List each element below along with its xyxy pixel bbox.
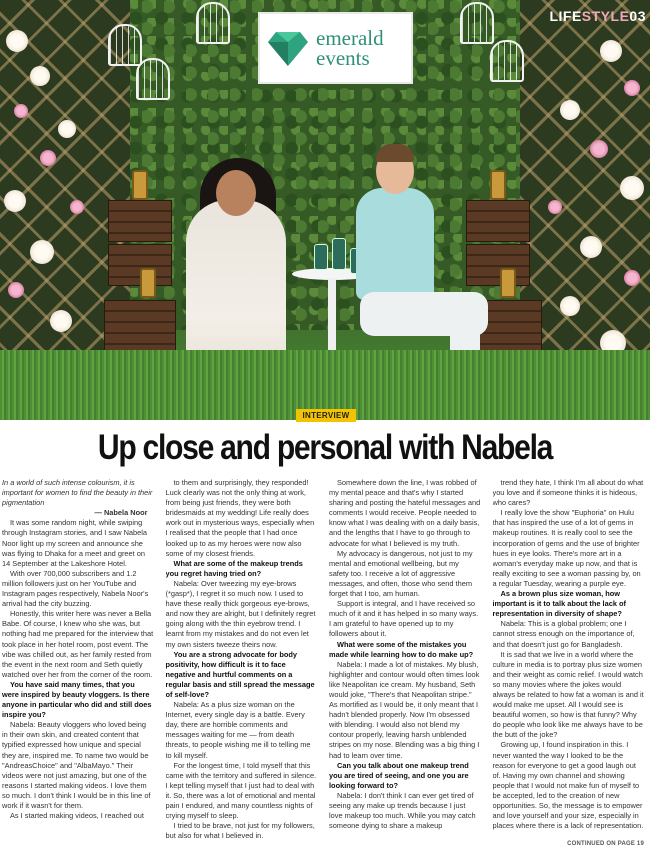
birdcage bbox=[108, 24, 142, 66]
white-flower bbox=[560, 100, 580, 120]
intro-quote: In a world of such intense colourism, it is important for women to find the beauty in their pigmentation bbox=[2, 478, 153, 508]
sign-line1: emerald bbox=[316, 26, 384, 50]
interview-question: What were some of the mistakes you made while learning how to do make up? bbox=[329, 639, 474, 659]
lantern bbox=[490, 170, 506, 200]
interview-question: What are some of the makeup trends you regret having tried on? bbox=[165, 558, 303, 578]
pink-flower bbox=[70, 200, 84, 214]
white-flower bbox=[6, 30, 28, 52]
pink-flower bbox=[590, 140, 608, 158]
interview-tag: INTERVIEW bbox=[296, 409, 356, 422]
white-flower bbox=[600, 40, 622, 62]
paragraph: to them and surprisingly, they responded! Luck clearly was not the only thing at work, from being just friends, they were both bridesmaids at my wedding! Life really does work out in mysterious ways, especially when I realised that the people that I had once looked up to as my heroes were now also some of my closest friends. bbox=[165, 478, 315, 558]
birdcage bbox=[460, 2, 494, 44]
white-flower bbox=[30, 240, 54, 264]
pink-flower bbox=[8, 282, 24, 298]
article-body bbox=[0, 478, 650, 844]
emerald-gem-icon bbox=[268, 30, 308, 66]
white-flower bbox=[620, 176, 644, 200]
side-table-leg bbox=[328, 278, 336, 358]
white-flower bbox=[50, 310, 72, 332]
section-label bbox=[549, 8, 646, 24]
wooden-crate bbox=[108, 200, 172, 242]
paragraph: Nabela: As a plus size woman on the Internet, every single day is a battle. Every day, there are horrible comments and messages waiting for me — from death threats, to people wishing me ill to telling me to kill myself. bbox=[165, 700, 311, 760]
paragraph: Nabela: Over tweezing my eye-brows (*gasp*), I regret it so much now. I used to have these really thick gorgeous eye-brows, and now they are alright, but I definitely regret going along with the thin eyebrow trend. I learnt from my mistakes and do not even let my own sisters tweeze theirs now. bbox=[165, 578, 316, 649]
product-jar bbox=[332, 238, 346, 270]
interview-question: As a brown plus size woman, how important is it to talk about the lack of representation in diversity of shape? bbox=[492, 589, 626, 619]
lantern bbox=[132, 170, 148, 200]
birdcage bbox=[196, 2, 230, 44]
pink-flower bbox=[40, 150, 56, 166]
paragraph: Honestly, this writer here was never a Bella Babe. Of course, I knew who she was, but nothing had me prepared for the interview that took place in her hotel room, post event. The vibe was chilled out, as her family rested from the event in the next room and Seth quietly watched over her from the corner of the room. bbox=[2, 609, 154, 679]
sign-line2: events bbox=[316, 46, 370, 70]
white-flower bbox=[560, 296, 580, 316]
woman-face bbox=[216, 170, 256, 216]
product-jar bbox=[314, 244, 328, 270]
white-flower bbox=[30, 66, 50, 86]
continued-note: CONTINUED ON PAGE 19 bbox=[567, 841, 644, 847]
white-flower bbox=[58, 120, 76, 138]
section-prefix: LIFE bbox=[549, 8, 582, 24]
paragraph: trend they hate, I think I'm all about do what you love and if someone thinks it is hideous, who cares? bbox=[492, 478, 644, 508]
white-flower bbox=[580, 236, 602, 258]
lantern bbox=[140, 268, 156, 298]
birdcage bbox=[490, 40, 524, 82]
paragraph: Nabela: I made a lot of mistakes. My blush, highlighter and contour would often times look like Neapolitan ice cream. My husband, Seth would joke, "There's that Neapolitan stripe." As mortified as I would be, it only meant that I hadn't blended properly. Now I'm obsessed with blending. I would also not blend my contour properly, leaving harsh unblended stripes on my nose. Blending was a big thing I had to learn over time. bbox=[329, 659, 480, 760]
lantern bbox=[500, 268, 516, 298]
man-shirt bbox=[356, 188, 434, 300]
hero-photo bbox=[0, 0, 650, 420]
interview-question: You have said many times, that you were inspired by beauty vloggers. Is there anyone in particular who did and still does inspire you? bbox=[2, 679, 152, 720]
pink-flower bbox=[624, 80, 640, 96]
interview-question: You are a strong advocate for body positivity, how difficult is it to face negative and hurtful comments on a regular basis and still spread the message of self-love? bbox=[165, 649, 315, 699]
paragraph: Nabela: Beauty vloggers who loved being in their own skin, and created content that typified expressed how unique and special they are, inspired me. To name two would be "AndreasChoice" and "AlbaMayo." Their videos were not just amazing, but one of the reasons I started making videos. I love them so much. I don't think I would be in this line of work if it wasn't for them. bbox=[2, 720, 151, 810]
wooden-crate bbox=[466, 200, 530, 242]
paragraph: I really love the show "Euphoria" on Hulu that has inspired the use of a lot of gems in makeup routines. It is really cool to see the incorporation of gems and the use of brighter hues in eye looks. There's more art in a woman's everyday make up now, and that is really exciting to see a woman passing by, on a regular Tuesday, wearing a purple eye. bbox=[492, 508, 641, 588]
paragraph: It was some random night, while swiping through Instagram stories, and I saw Nabela Noor light up my screen and announce she was flying to Dhaka for a meet and greet on 14 September at the Lakeshore Hotel. bbox=[2, 518, 148, 568]
headline: Up close and personal with Nabela bbox=[97, 428, 553, 467]
pink-flower bbox=[548, 200, 562, 214]
paragraph: Somewhere down the line, I was robbed of my mental peace and that's why I started sharing and posting the hateful messages and comments I would receive. People needed to know what I was dealing with on a daily basis, and the lengths that I have to go through to advocate for what I believed is my truth. bbox=[329, 478, 481, 548]
paragraph: Support is integral, and I have received so much of it and it has helped in so many ways. I am grateful to have opened up to my followers about it. bbox=[329, 599, 479, 639]
byline: — Nabela Noor bbox=[94, 508, 148, 518]
paragraph: With over 700,000 subscribers and 1.2 million followers just on her YouTube and Instagram pages respectively, Nabela Noor's arrival had the city buzzing. bbox=[2, 568, 149, 609]
wooden-crate bbox=[466, 244, 530, 286]
paragraph: For the longest time, I told myself that this came with the territory and suffered in silence. I kept telling myself that I just had to deal with it. So, there was a lot of emotional and mental pain I endured, and many countless nights of crying myself to sleep. bbox=[165, 760, 317, 821]
page-number: 03 bbox=[629, 8, 646, 24]
column-1 bbox=[2, 478, 154, 844]
paragraph: Growing up, I found inspiration in this. I never wanted the way I looked to be the reason for everyone to get a good laugh out of. Having my own channel and showing people that I would not make fun of myself to be accepted, led to the creation of new opportunities. So, the message is to empower and love yourself and your size, especially in places where there is a lack of representation. bbox=[492, 740, 644, 831]
interview-question: Can you talk about one makeup trend you are tired of seeing, and one you are looking forward to? bbox=[329, 760, 469, 790]
white-flower bbox=[4, 190, 26, 212]
pink-flower bbox=[14, 104, 28, 118]
paragraph: As I started making videos, I reached out bbox=[10, 811, 144, 821]
column-4 bbox=[493, 478, 645, 844]
emerald-events-sign bbox=[258, 12, 413, 84]
pink-flower bbox=[624, 270, 640, 286]
birdcage bbox=[136, 58, 170, 100]
paragraph: Nabela: This is a global problem; one I cannot stress enough on the importance of, and that doesn't just go for Bangladesh. bbox=[492, 619, 635, 649]
paragraph: Nabela: I don't think I can ever get tired of seeing any make up trends because I just love makeup too much. While you may catch someone dying to share a makeup bbox=[329, 790, 476, 831]
paragraph: My advocacy is dangerous, not just to my mental and emotional wellbeing, but my safety too. I receive a lot of aggressive messages, and often, those who send them forget that I too, am human. bbox=[329, 548, 473, 599]
man-hair bbox=[376, 144, 414, 162]
section-word: STYLE bbox=[581, 8, 630, 24]
column-3 bbox=[329, 478, 481, 844]
column-2 bbox=[166, 478, 318, 844]
paragraph: It is sad that we live in a world where the culture in media is to portray plus size women and their weight as comic relief. I would watch so many movies where the jokes would always be related to how fat a woman is and it would make me upset. All I would see is beautiful women, so how is that funny? Why do people who look like me always have to be the butt of the joke? bbox=[492, 649, 644, 740]
paragraph: I tried to be brave, not just for my followers, but also for what I believed in. bbox=[165, 821, 315, 841]
